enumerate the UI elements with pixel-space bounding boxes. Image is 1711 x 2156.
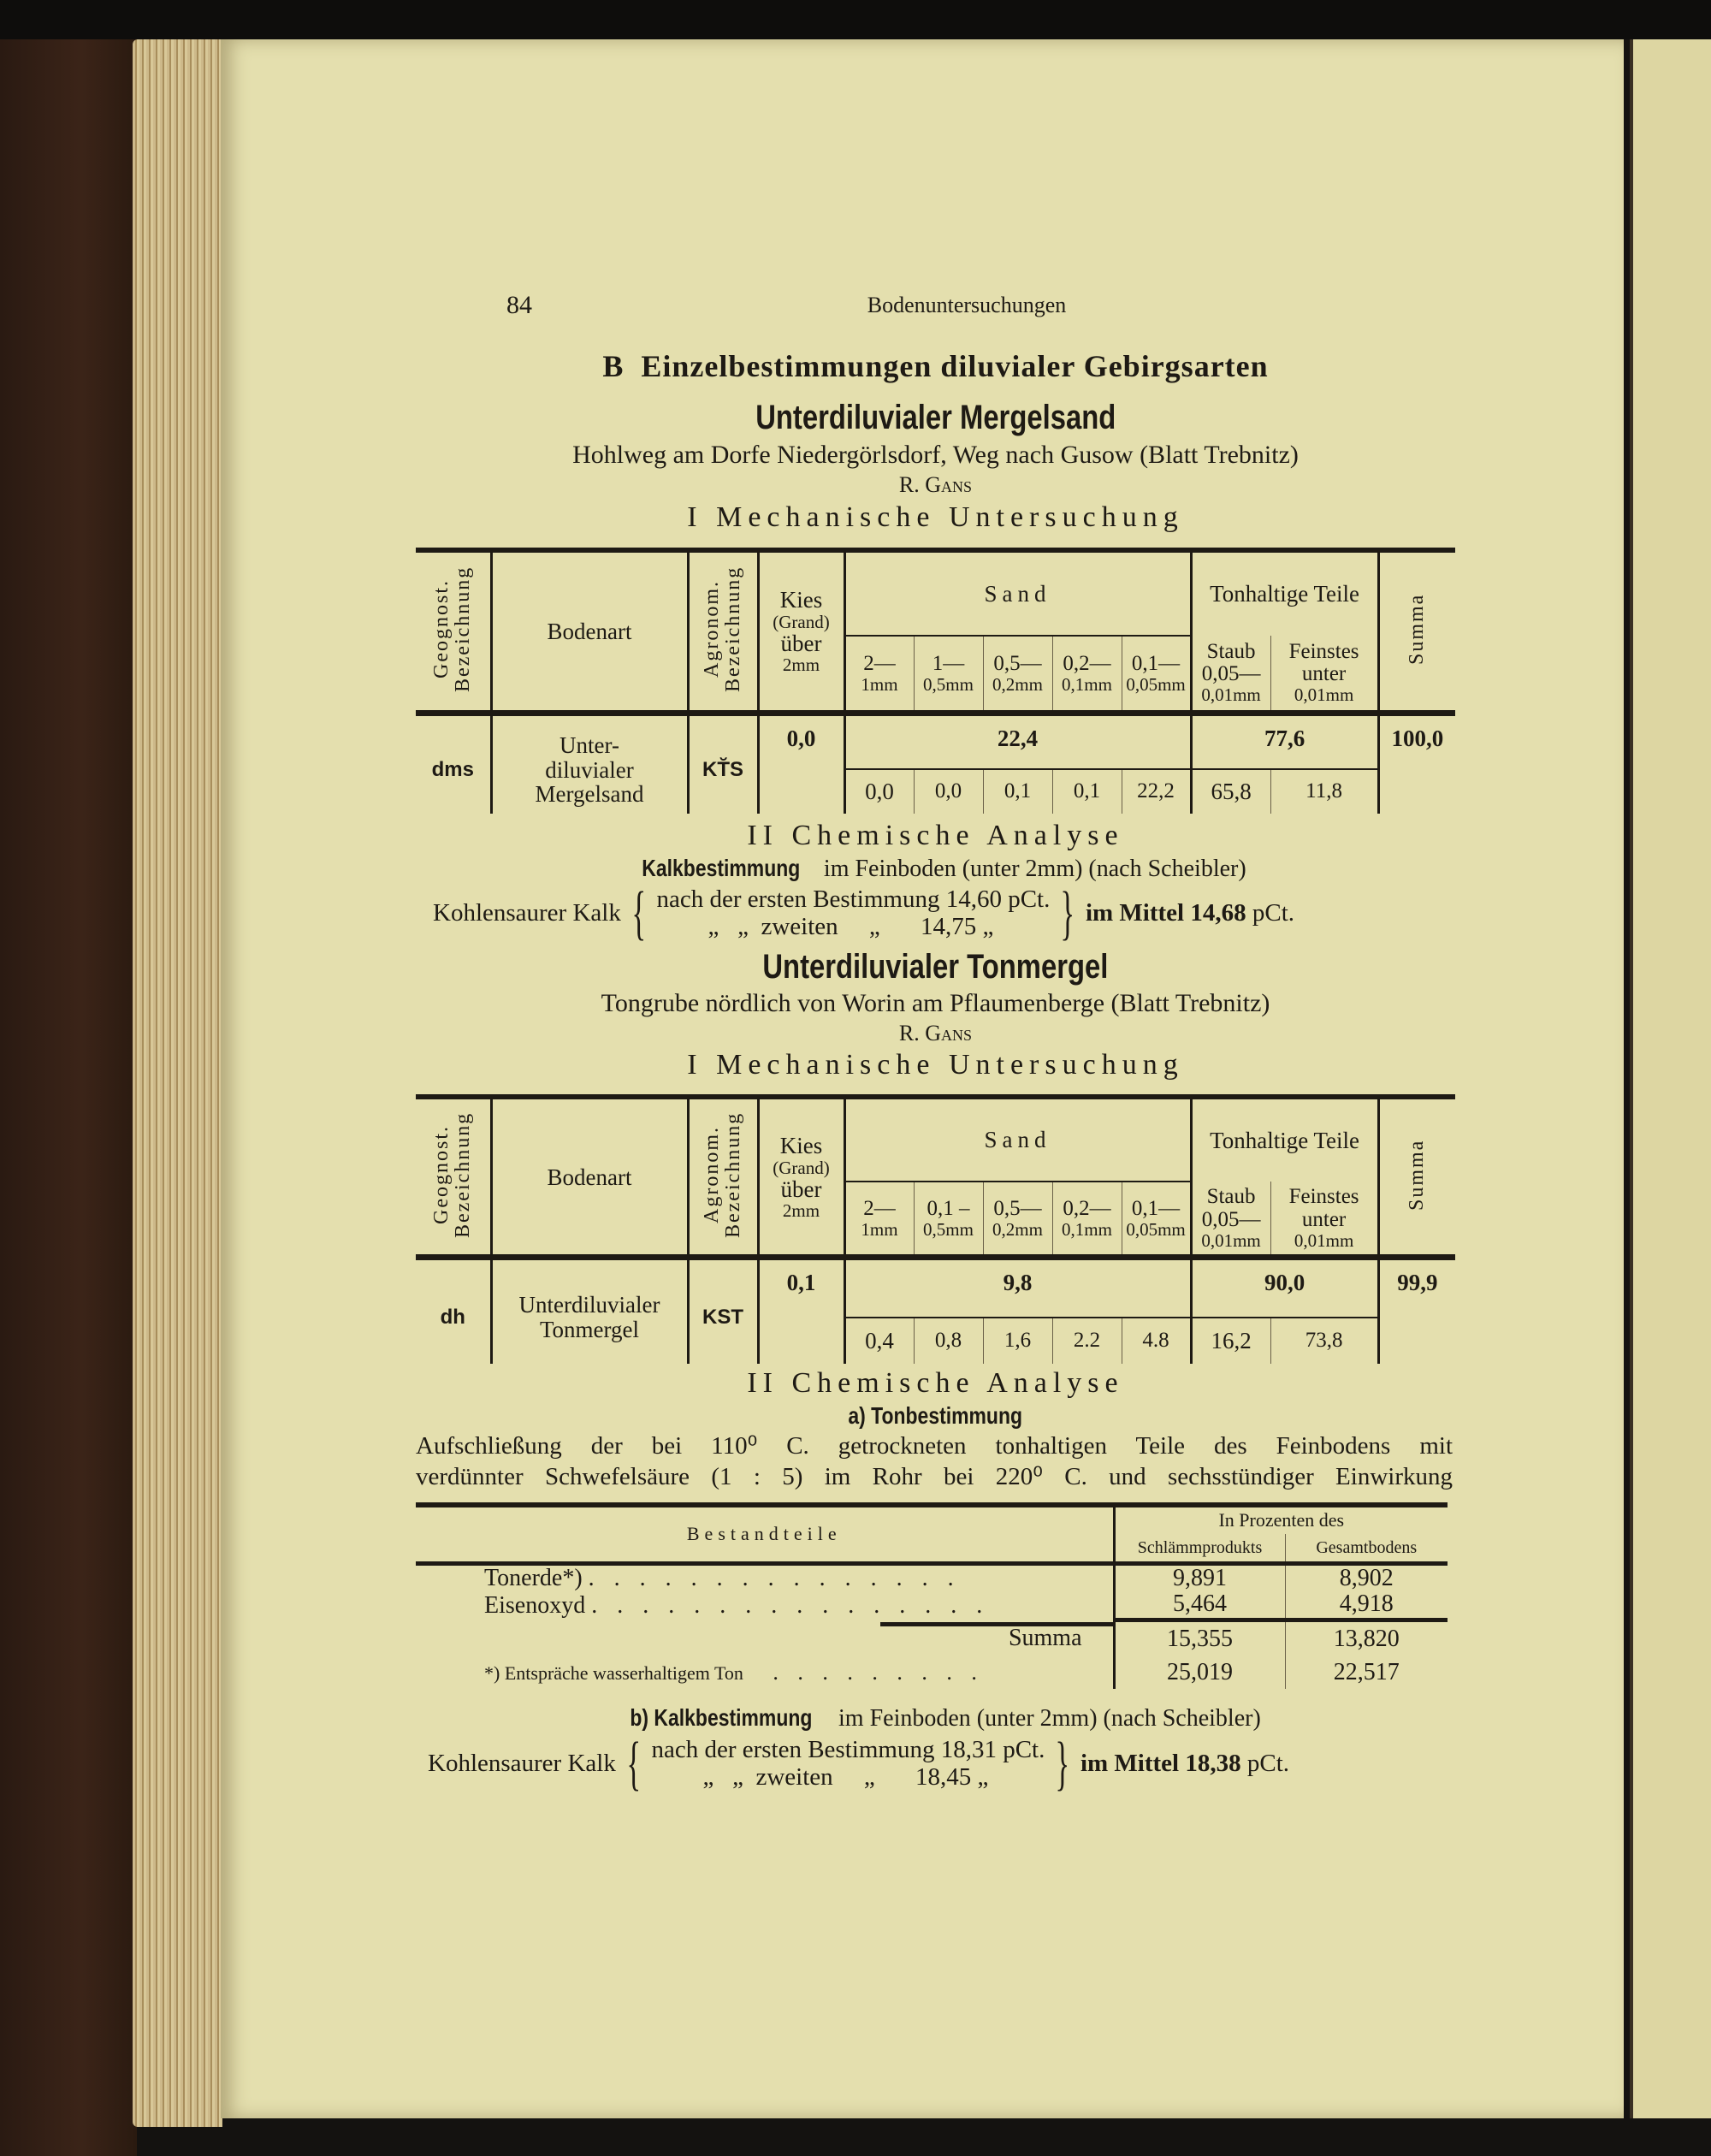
sample2-location: Tongrube nördlich von Worin am Pflaumenberge (Blatt Trebnitz) (601, 989, 1270, 1017)
sample1-kalk-heading (416, 855, 1455, 882)
table-row (416, 1591, 1448, 1620)
sand-value: 4.8 (1122, 1318, 1191, 1364)
range-to: 1mm (861, 1219, 898, 1241)
row-agronom: KT̆S (688, 713, 758, 814)
sample1-author: R. Gans (898, 472, 973, 497)
sand-value: 0,1 (983, 769, 1052, 814)
mittel-label: im Mittel (1085, 899, 1185, 927)
range-to: 0,01mm (1294, 1229, 1354, 1251)
header-bodenart: Bodenart (491, 550, 688, 713)
row-v1: 9,891 (1114, 1563, 1285, 1591)
kalk-heading-bold: b) Kalkbestimmung (630, 1704, 813, 1731)
bodenart-l1: Unterdiluvialer (518, 1292, 660, 1318)
row-v2: 8,902 (1285, 1563, 1448, 1591)
kalk-line2: „ „ zweiten „ (702, 1763, 875, 1791)
row-bodenart (491, 713, 688, 814)
row-agronom: KST (688, 1258, 758, 1364)
sand-range (914, 1182, 983, 1258)
range-to: 1mm (861, 673, 898, 695)
kalk-val1: 14,60 pCt. (945, 886, 1051, 914)
col-group: In Prozenten des (1114, 1505, 1448, 1534)
range-from: 0,1— (1131, 651, 1181, 675)
sand-range (1052, 636, 1122, 713)
ton-value: 16,2 (1191, 1318, 1270, 1364)
row-ton-total: 90,0 (1191, 1258, 1378, 1318)
bodenart-l3: Mergelsand (535, 780, 644, 807)
header-geognost: Geognost. Bezeichnung (430, 1111, 475, 1238)
header-agronom: Agronom. Bezeichnung (700, 566, 744, 692)
kalk-measurements (651, 1737, 1045, 1792)
section-text: Einzelbestimmungen diluvialer Gebirgsarten (641, 349, 1269, 383)
range-to: 0,5mm (923, 1219, 974, 1241)
ton-value: 73,8 (1270, 1318, 1378, 1364)
kalk-line1: nach der ersten Bestimmung (656, 886, 940, 914)
kies-l4: 2mm (782, 1200, 820, 1222)
table-row (416, 1563, 1448, 1591)
sample1-location: Hohlweg am Dorfe Niedergörlsdorf, Weg nach Gusow (Blatt Trebnitz) (572, 441, 1299, 469)
page-edges (133, 39, 222, 2127)
header-kies (758, 550, 844, 713)
range-from: 2— (863, 1197, 896, 1220)
range-from: 0,1 – (927, 1197, 970, 1220)
sand-range (1122, 1182, 1191, 1258)
kies-l1: Kies (779, 1133, 823, 1159)
range-from: 0,5— (993, 1197, 1042, 1220)
header-tonhaltige: Tonhaltige Teile (1191, 550, 1378, 636)
mittel-value: 14,68 (1190, 899, 1246, 927)
kalk-val2: 18,45 „ (915, 1763, 989, 1791)
header-kies (758, 1097, 844, 1258)
staub-range (1191, 1182, 1270, 1258)
header-sand: Sand (844, 1097, 1191, 1182)
row-kies: 0,1 (758, 1258, 844, 1364)
sample2-kalk-results (428, 1731, 1290, 1797)
ton-heading-text: a) Tonbestimmung (848, 1402, 1023, 1429)
ton-desc-1: Aufschließung der bei 110⁰ C. getrockneten tonhaltigen Teile des Feinbodens mit (416, 1432, 1453, 1460)
sand-value: 0,0 (914, 769, 983, 814)
sand-range (844, 1182, 914, 1258)
row-code: dh (416, 1258, 491, 1364)
row-v1: 5,464 (1114, 1591, 1285, 1620)
kalk-heading-bold: Kalkbestimmung (642, 855, 801, 881)
feinstes-range (1270, 636, 1378, 713)
staub-label: Staub (1206, 1185, 1256, 1209)
header-summa: Summa (1406, 593, 1429, 665)
row-code: dms (416, 713, 491, 814)
kies-l1: Kies (779, 587, 823, 613)
header-sand: Sand (844, 550, 1191, 636)
summa-v1: 15,355 (1114, 1620, 1285, 1658)
range-to: 0,1mm (1062, 673, 1112, 695)
range-from: 2— (863, 651, 896, 675)
range-to: 0,01mm (1294, 684, 1354, 706)
footnote-v2: 22,517 (1285, 1658, 1448, 1689)
range-to: 0,05mm (1126, 1219, 1186, 1241)
staub-range (1191, 636, 1270, 713)
running-head: Bodenuntersuchungen (867, 293, 1067, 317)
range-from: unter (1301, 1207, 1347, 1231)
row-sand-total: 22,4 (844, 713, 1191, 769)
range-from: 0,05— (1201, 662, 1261, 686)
range-to: 0,01mm (1201, 1229, 1261, 1251)
row-sand-total: 9,8 (844, 1258, 1191, 1318)
footnote-label: *) Entspräche wasserhaltigem Ton . . . . . . . . . (484, 1660, 984, 1685)
sand-range (983, 1182, 1052, 1258)
left-brace-icon: { (631, 880, 647, 946)
range-to: 0,1mm (1062, 1219, 1112, 1241)
kalk-line1: nach der ersten Bestimmung (651, 1736, 935, 1764)
range-from: 0,2— (1063, 1197, 1111, 1220)
row-summa: 100,0 (1378, 713, 1455, 814)
next-page-edge (1630, 39, 1711, 2118)
kalk-heading-rest: im Feinboden (unter 2mm) (nach Scheibler) (838, 1705, 1261, 1732)
feinstes-label: Feinstes (1288, 1185, 1359, 1209)
ton-value: 11,8 (1270, 769, 1378, 814)
sample2-name: Unterdiluvialer Tonmergel (762, 948, 1109, 986)
kalk-measurements (656, 886, 1050, 941)
kalk-val1: 18,31 pCt. (940, 1736, 1045, 1764)
scan-top-border (0, 0, 1711, 39)
sample2-chem-title: II Chemische Analyse (747, 1367, 1124, 1399)
section-title (416, 349, 1455, 383)
sample1-title (416, 399, 1455, 437)
feinstes-range (1270, 1182, 1378, 1258)
summa-text: Summa (1008, 1625, 1082, 1652)
summa-row (416, 1620, 1448, 1658)
header-summa: Summa (1406, 1139, 1429, 1211)
range-to: 0,01mm (1201, 684, 1261, 706)
sample2-kalk-heading (416, 1704, 1455, 1732)
col-schlaemm: Schlämmprodukts (1114, 1534, 1285, 1563)
sand-value: 0,1 (1052, 769, 1122, 814)
row-name: Eisenoxyd . . . . . . . . . . . . . . . . (484, 1591, 990, 1619)
sample2-title (416, 948, 1455, 986)
sand-value: 0,8 (914, 1318, 983, 1364)
kies-l3: über (780, 630, 822, 656)
mittel-value: 18,38 (1185, 1750, 1241, 1778)
sample1-name: Unterdiluvialer Mergelsand (755, 399, 1116, 436)
row-v2: 4,918 (1285, 1591, 1448, 1620)
left-brace-icon: { (626, 1731, 642, 1797)
range-from: 0,1— (1131, 1197, 1181, 1220)
kies-l3: über (780, 1176, 822, 1202)
ton-table (416, 1502, 1448, 1689)
row-bodenart (491, 1258, 688, 1364)
sample2-author: R. Gans (898, 1021, 973, 1045)
sample2-mech-table (416, 1094, 1455, 1364)
footnote-row (416, 1658, 1448, 1689)
bodenart-l2: diluvialer (545, 756, 634, 783)
sample1-kalk-results (433, 880, 1295, 946)
sample2-mech-title: I Mechanische Untersuchung (687, 1049, 1184, 1081)
staub-label: Staub (1206, 639, 1256, 663)
kalk-val2: 14,75 „ (921, 913, 994, 940)
sand-range (1122, 636, 1191, 713)
range-to: 0,2mm (992, 1219, 1043, 1241)
summa-v2: 13,820 (1285, 1620, 1448, 1658)
footnote-text: *) Entspräche wasserhaltigem Ton (484, 1662, 743, 1685)
bodenart-l2: Tonmergel (539, 1316, 640, 1342)
range-from: 1— (932, 651, 965, 675)
bodenart-l1: Unter- (559, 732, 619, 759)
range-to: 0,2mm (992, 673, 1043, 695)
row-name: Tonerde*) . . . . . . . . . . . . . . . (484, 1564, 961, 1591)
header-bodenart: Bodenart (491, 1097, 688, 1258)
kalk-heading-rest: im Feinboden (unter 2mm) (nach Scheibler) (823, 856, 1246, 882)
sample1-mech-title: I Mechanische Untersuchung (687, 501, 1184, 533)
kies-l4: 2mm (782, 654, 820, 676)
row-ton-total: 77,6 (1191, 713, 1378, 769)
col-bestandteile: Bestandteile (686, 1523, 842, 1545)
range-from: 0,05— (1201, 1207, 1261, 1231)
row-kies: 0,0 (758, 713, 844, 814)
sand-value: 22,2 (1122, 769, 1191, 814)
footnote-v1: 25,019 (1114, 1658, 1285, 1689)
summa-label (416, 1620, 1114, 1658)
sand-value: 1,6 (983, 1318, 1052, 1364)
range-from: 0,2— (1063, 651, 1111, 675)
ton-value: 65,8 (1191, 769, 1270, 814)
right-brace-icon: } (1055, 1731, 1070, 1797)
col-gesamt: Gesamtbodens (1285, 1534, 1448, 1563)
book-cover-edge (0, 39, 137, 2156)
header-geognost: Geognost. Bezeichnung (430, 566, 475, 692)
kies-l2: (Grand) (773, 1157, 830, 1178)
sand-value: 0,0 (844, 769, 914, 814)
header-tonhaltige: Tonhaltige Teile (1191, 1097, 1378, 1182)
ton-desc-2: verdünnter Schwefelsäure (1 : 5) im Rohr bei 220⁰ C. und sechsstündiger Einwirkung (416, 1463, 1453, 1490)
sample1-mech-table (416, 548, 1455, 814)
kies-l2: (Grand) (773, 611, 830, 632)
mittel-unit: pCt. (1252, 899, 1295, 927)
sand-range (914, 636, 983, 713)
mittel-label: im Mittel (1080, 1750, 1180, 1778)
kalk-label: Kohlensaurer Kalk (433, 899, 621, 927)
range-from: 0,5— (993, 651, 1042, 675)
range-from: unter (1301, 662, 1347, 686)
kalk-label: Kohlensaurer Kalk (428, 1750, 616, 1778)
page-number: 84 (506, 291, 532, 319)
sand-range (844, 636, 914, 713)
range-to: 0,5mm (923, 673, 974, 695)
sand-value: 2.2 (1052, 1318, 1122, 1364)
row-label: Eisenoxyd (484, 1591, 586, 1619)
sample1-chem-title: II Chemische Analyse (747, 820, 1124, 851)
header-agronom: Agronom. Bezeichnung (700, 1111, 744, 1238)
range-to: 0,05mm (1126, 673, 1186, 695)
right-brace-icon: } (1060, 880, 1075, 946)
ton-heading (416, 1402, 1455, 1430)
feinstes-label: Feinstes (1288, 639, 1359, 663)
row-summa: 99,9 (1378, 1258, 1455, 1364)
row-label: Tonerde*) (484, 1564, 583, 1591)
sand-range (1052, 1182, 1122, 1258)
mittel-unit: pCt. (1246, 1750, 1290, 1778)
section-letter: B (602, 349, 625, 383)
kalk-line2: „ „ zweiten „ (707, 913, 880, 940)
sand-range (983, 636, 1052, 713)
sand-value: 0,4 (844, 1318, 914, 1364)
